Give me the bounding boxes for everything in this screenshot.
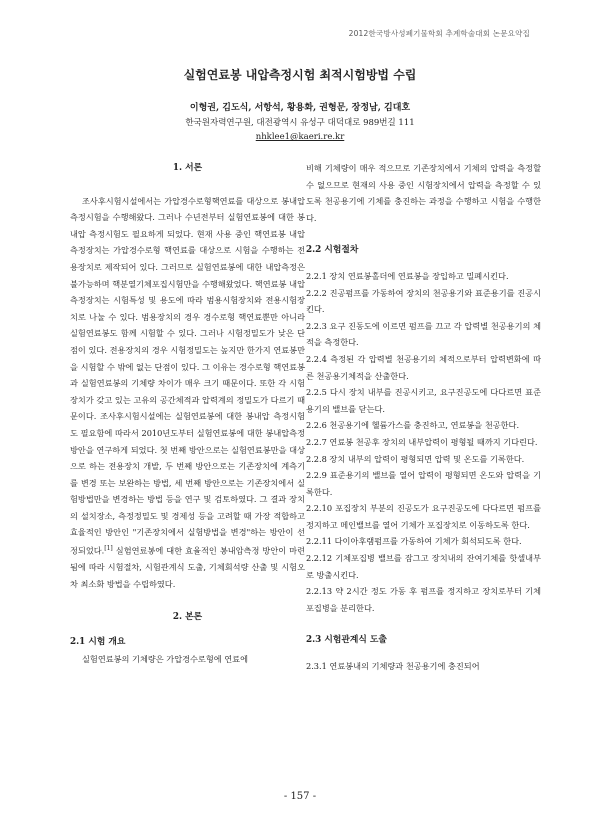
procedure-step: 2.2.13 약 2시간 정도 가동 후 펌프를 정지하고 장치로부터 기체포집병을 분리한다. [306, 586, 541, 613]
procedure-step: 2.2.12 기체포집병 밸브를 잠그고 장치내의 잔여기체를 핫셀내부로 방출시킨다. [306, 553, 541, 580]
procedure-step: 2.2.9 표준용기의 밸브를 열어 압력이 평형되면 온도와 압력을 기록한다. [306, 470, 541, 497]
subsection-heading-overview: 2.1 시험 개요 [70, 637, 126, 648]
paper-title: 실험연료봉 내압측정시험 최적시험방법 수립 [183, 68, 417, 82]
procedure-step: 2.2.6 천공용기에 헬륨가스를 충진하고, 연료봉을 천공한다. [306, 420, 520, 431]
procedure-step: 2.2.5 다시 장치 내부를 진공시키고, 요구진공도에 다다르면 표준용기의 밸브를 닫는다. [306, 387, 541, 414]
section-heading-body: 2. 본론 [172, 611, 203, 622]
reference-marker: [1] [104, 545, 113, 553]
procedure-step: 2.2.11 다이아후램펌프를 가동하여 기체가 회석되도록 한다. [306, 536, 522, 547]
subsection-heading-relations: 2.3 시험관계식 도출 [306, 635, 387, 646]
introduction-paragraph [70, 193, 305, 593]
intro-body-tail: 실험연료봉에 대한 효율적인 봉내압측정 방안이 마련됨에 따라 시험절차, 시험관계식 도출, 기체회석량 산출 및 시험오차 최소화 방법을 수립하였다. [70, 545, 305, 589]
procedure-step: 2.2.8 장치 내부의 압력이 평형되면 압력 및 온도를 기록한다. [306, 453, 525, 464]
running-header: 2012한국방사성폐기물학회 추계학술대회 논문요약집 [348, 29, 530, 38]
procedure-step: 2.2.2 진공펌프를 가동하여 장치의 천공용기와 표준용기를 진공시킨다. [306, 287, 541, 315]
procedure-step: 2.2.7 연료봉 천공후 장치의 내부압력이 평형될 때까지 기다린다. [306, 436, 538, 447]
left-column [70, 160, 305, 667]
affiliation: 한국원자력연구원, 대전광역시 유성구 대덕대로 989번길 111 [185, 118, 415, 128]
section-heading-introduction: 1. 서론 [172, 163, 203, 173]
procedure-step: 2.2.4 측정된 각 압력별 천공용기의 체적으로부터 압력변화에 따른 천공용기체적을 산출한다. [306, 353, 541, 381]
procedure-step: 2.2.1 장치 연료봉홀더에 연료봉을 장입하고 밀폐시킨다. [306, 270, 509, 281]
overview-continuation: 비해 기체량이 매우 적으므로 기존장치에서 기체의 압력을 측정할 수 없으므로 현재의 사용 중인 시험장치에서 압력을 측정할 수 있도록 천공용기에 기체를 충진하는 과정을 수행하고 시험을 수행한다. [306, 163, 541, 223]
overview-paragraph: 실험연료봉의 기체량은 가압경수로형에 연료에 [82, 653, 248, 664]
subsection-heading-procedure: 2.2 시험절차 [306, 245, 359, 256]
procedure-step: 2.2.10 포집장치 부분의 진공도가 요구진공도에 다다르면 펌프를 정지하고 메인밸브를 열어 기체가 포집장치로 이동하도록 한다. [306, 503, 541, 530]
author-list: 이형권, 김도식, 서항석, 황용화, 권형문, 장정남, 김대호 [189, 103, 411, 113]
procedure-steps [306, 268, 541, 616]
procedure-step: 2.2.3 요구 진동도에 이르면 펌프를 끄고 각 압력별 천공용기의 체적을 측정한다. [306, 320, 541, 348]
intro-body-text: 조사후시험시설에서는 가압경수로형핵연료를 대상으로 봉내압측정시험을 수행해왔다. 그러나 수년전부터 실험연료봉에 대한 봉내압 측정시험도 필요하게 되었다. 현재 사용 중인 핵연료봉 내압측정장치는 가압경수로형 핵연료를 대상으로 시험을 수행하는 전용장치로 제작되어 있다. 그러므로 실험연료봉에 대한 내압측정은 불가능하며 핵분열기체포집시험만을 수행해왔었다. 핵연료봉 내압측정장치는 시험특성 및 용도에 따라 범용시험장치와 전용시험장치로 나눌 수 있다. 범용장치의 경우 경수로형 핵연료뿐만 아니라 실험연료봉도 함께 시험할 수 있다. 그러나 시험정밀도가 낮은 단점이 있다. 전용장치의 경우 시험정밀도는 높지만 한가지 연료봉만을 시험할 수 밖에 없는 단점이 있다. 그 이유는 경수로형 핵연료봉과 실험연료봉의 기체량 차이가 매우 크기 때문이다. 또한 각 시험장치가 갖고 있는 고유의 공간체적과 압력계의 정밀도가 다르기 때문이다. 조사후시험시설에는 실험연료봉에 대한 봉내압 측정시험도 필요함에 따라서 2010년도부터 실험연료봉에 대한 봉내압측정 방안을 연구하게 되었다. 첫 번째 방안으로는 실험연료봉만을 대상으로 하는 전용장치 개발, 두 번째 방안으로는 기존장치에 계측기를 변경 또는 보완하는 방법, 세 번째 방안으로는 기존장치에서 실험방법만을 변경하는 방법 등을 연구 및 검토하였다. 그 결과 장치의 설치장소, 측정정밀도 및 경제성 등을 고려할 때 가장 적합하고 효율적인 방안인 "기존장치에서 실험방법을 변경"하는 방안이 선정되었다. [70, 195, 305, 556]
relations-paragraph: 2.3.1 연료봉내의 기체량과 천공용기에 충진되어 [306, 661, 480, 672]
page-number: - 157 - [283, 791, 317, 802]
right-column [306, 160, 541, 675]
author-email[interactable]: nhklee1@kaeri.re.kr [255, 132, 345, 142]
